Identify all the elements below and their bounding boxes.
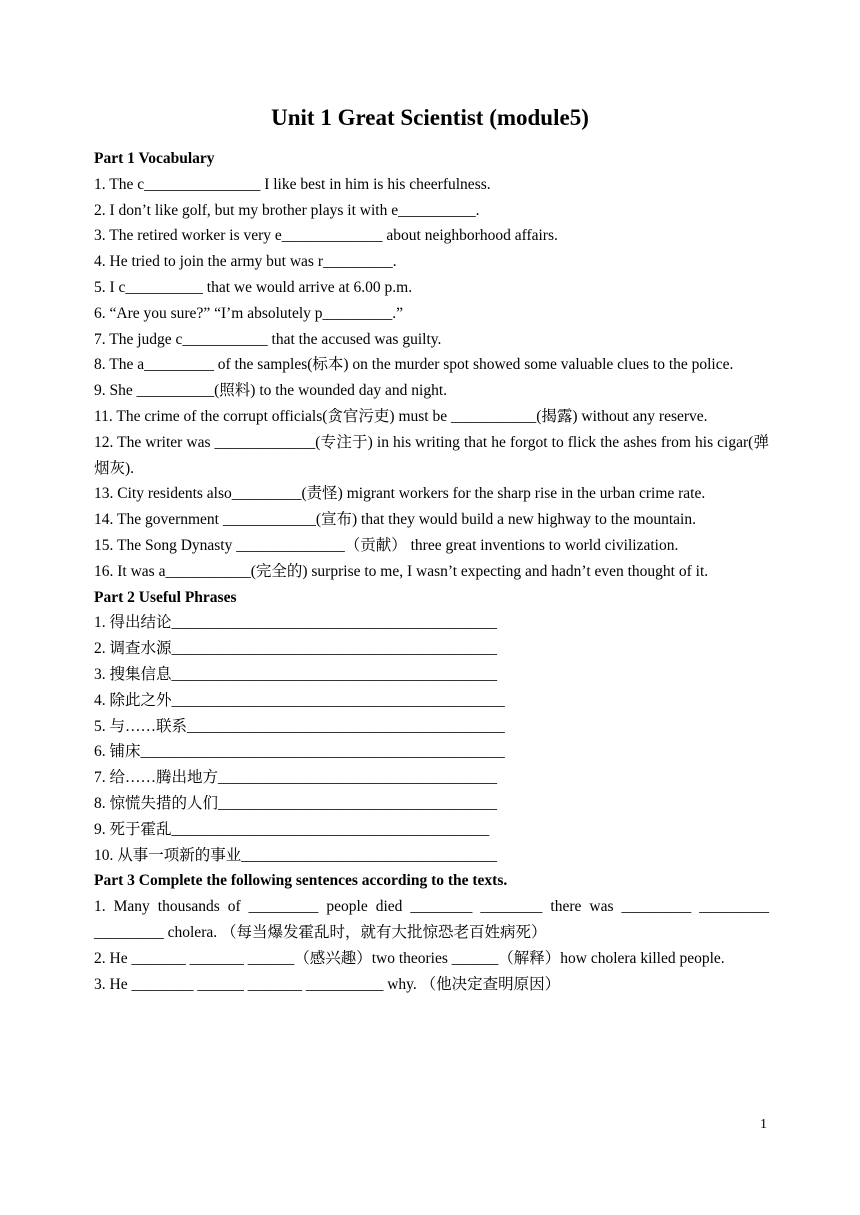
vocab-item: 2. I don’t like golf, but my brother plays it with e__________. [94, 201, 480, 219]
phrase-item: 3. 搜集信息__________________________________________ [94, 665, 498, 683]
vocab-item: 4. He tried to join the army but was r_________. [94, 253, 397, 271]
phrase-item: 8. 惊慌失措的人们____________________________________ [94, 794, 498, 812]
vocab-item: 13. City residents also_________(责怪) migrant workers for the sharp rise in the urban crime rate. [94, 485, 706, 503]
vocab-item: 12. The writer was _____________(专注于) in his writing that he forgot to flick the ashes from his cigar(弹烟灰). [94, 433, 769, 477]
vocab-item: 16. It was a___________(完全的) surprise to me, I wasn’t expecting and hadn’t even thought of it. [94, 562, 709, 580]
phrase-item: 2. 调查水源__________________________________________ [94, 640, 498, 658]
sentence-item: 2. He _______ _______ ______（感兴趣）two theories ______（解释）how cholera killed people. [94, 949, 725, 967]
vocab-item: 14. The government ____________(宣布) that they would build a new highway to the mountain. [94, 511, 696, 529]
vocab-item: 8. The a_________ of the samples(标本) on the murder spot showed some valuable clues to the police. [94, 356, 734, 374]
phrase-item: 6. 铺床_______________________________________________ [94, 743, 505, 761]
vocab-item: 11. The crime of the corrupt officials(贪官污吏) must be ___________(揭露) without any reserve. [94, 407, 708, 425]
vocab-item: 3. The retired worker is very e_____________ about neighborhood affairs. [94, 227, 558, 245]
section-heading-sentences: Part 3 Complete the following sentences according to the texts. [94, 872, 508, 890]
phrase-item: 10. 从事一项新的事业_________________________________ [94, 846, 498, 864]
section-heading-phrases: Part 2 Useful Phrases [94, 588, 237, 606]
phrase-item: 9. 死于霍乱_________________________________________ [94, 820, 490, 838]
phrase-item: 4. 除此之外___________________________________________ [94, 691, 505, 709]
vocab-item: 15. The Song Dynasty ______________（贡献） three great inventions to world civilization. [94, 536, 679, 554]
document-body [94, 146, 769, 997]
sentence-item: 1. Many thousands of _________ people died ________ ________ there was _________ _________ _________ cholera. （每当爆发霍乱时，就有大批惊恐老百姓病死） [94, 898, 769, 941]
phrase-item: 7. 给……腾出地方____________________________________ [94, 769, 498, 787]
section-heading-vocabulary: Part 1 Vocabulary [94, 150, 215, 167]
page-number: 1 [760, 1117, 767, 1132]
sentence-item: 3. He ________ ______ _______ __________ why. （他决定查明原因） [94, 975, 561, 993]
vocab-item: 9. She __________(照料) to the wounded day and night. [94, 382, 448, 400]
phrase-item: 1. 得出结论__________________________________________ [94, 614, 498, 632]
vocab-item: 5. I c__________ that we would arrive at 6.00 p.m. [94, 278, 413, 296]
phrase-item: 5. 与……联系_________________________________________ [94, 717, 505, 735]
vocab-item: 1. The c_______________ I like best in him is his cheerfulness. [94, 175, 491, 193]
page-title: Unit 1 Great Scientist (module5) [271, 105, 589, 130]
vocab-item: 6. “Are you sure?” “I’m absolutely p_________.” [94, 304, 404, 322]
vocab-item: 7. The judge c___________ that the accused was guilty. [94, 330, 442, 348]
